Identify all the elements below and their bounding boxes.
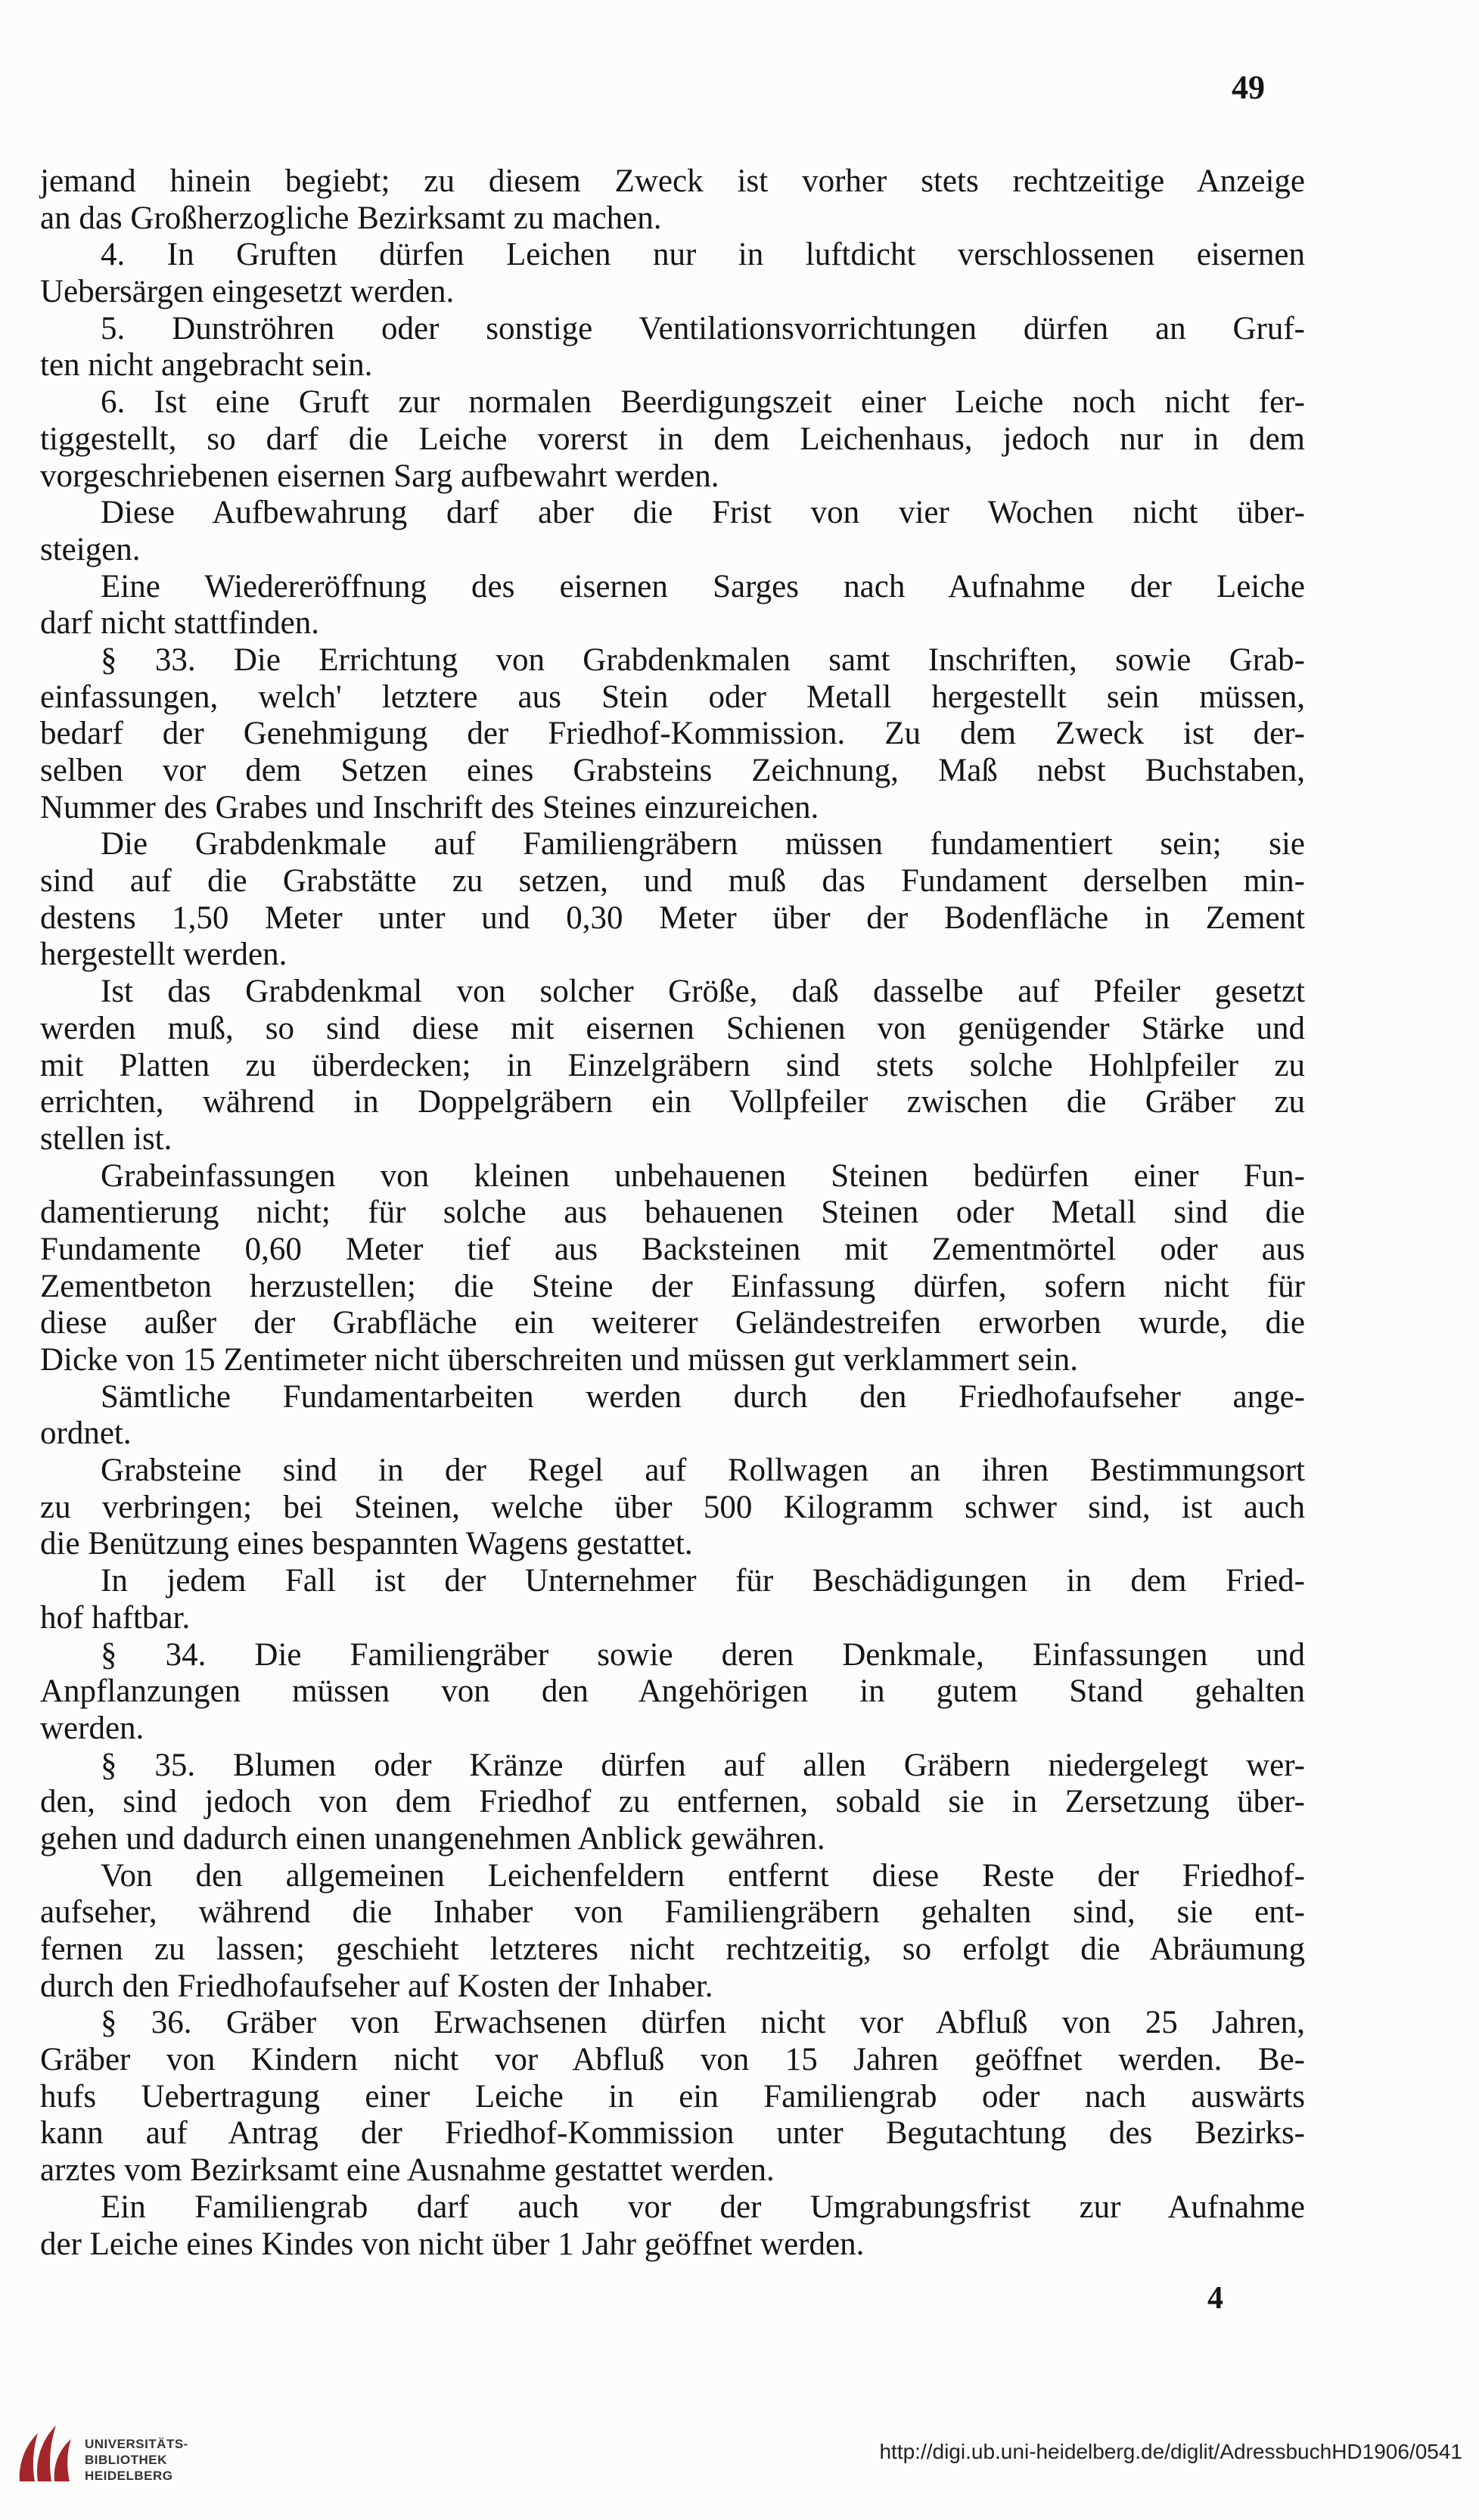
text-line: hof haftbar. [40,1599,191,1636]
text-line: In jedem Fall ist der Unternehmer für Beschädigungen in dem Fried- [101,1563,1305,1599]
text-line: arztes vom Bezirksamt eine Ausnahme gestattet werden. [40,2152,775,2189]
library-name-line: BIBLIOTHEK [85,2453,167,2467]
text-line: § 35. Blumen oder Kränze dürfen auf allen Gräbern niedergelegt wer- [101,1747,1305,1783]
paragraph [40,311,1305,384]
text-line: selben vor dem Setzen eines Grabsteins Zeichnung, Maß nebst Buchstaben, [40,753,1305,788]
paragraph [40,1748,1305,1858]
text-line: Nummer des Grabes und Inschrift des Steines einzureichen. [40,789,819,825]
source-url: http://digi.ub.uni-heidelberg.de/diglit/AdressbuchHD1906/0541 [879,2440,1462,2463]
text-line: Eine Wiedereröffnung des eisernen Sarges nach Aufnahme der Leiche [101,568,1305,604]
text-line: die Benützung eines bespannten Wagens gestattet. [40,1526,693,1562]
text-line: § 36. Gräber von Erwachsenen dürfen nicht vor Abfluß von 25 Jahren, [101,2005,1305,2041]
text-line: Von den allgemeinen Leichenfeldern entfernt diese Reste der Friedhof- [101,1857,1305,1894]
paragraph [40,2189,1305,2263]
paragraph [40,1379,1305,1453]
text-line: der Leiche eines Kindes von nicht über 1 Jahr geöffnet werden. [40,2226,865,2262]
text-line: stellen ist. [40,1120,172,1157]
paragraph [40,384,1305,495]
body-text [40,163,1305,2263]
paragraph [40,974,1305,1157]
text-line: gehen und dadurch einen unangenehmen Anblick gewähren. [40,1820,825,1857]
text-line: Grabeinfassungen von kleinen unbehauenen Steinen bedürfen einer Fun- [101,1157,1305,1194]
text-line: Anpflanzungen müssen von den Angehörigen in gutem Stand gehalten [40,1673,1305,1710]
text-line: § 33. Die Errichtung von Grabdenkmalen samt Inschriften, sowie Grab- [101,642,1305,678]
text-line: zu verbringen; bei Steinen, welche über 500 Kilogramm schwer sind, ist auch [40,1489,1305,1525]
text-line: Ein Familiengrab darf auch vor der Umgrabungsfrist zur Aufnahme [101,2189,1305,2225]
text-line: tiggestellt, so darf die Leiche vorerst in dem Leichenhaus, jedoch nur in dem [40,421,1305,457]
paragraph [40,826,1305,974]
paragraph [40,495,1305,568]
text-line: jemand hinein begiebt; zu diesem Zweck ist vorher stets rechtzeitige Anzeige [40,163,1305,199]
text-line: damentierung nicht; für solche aus behauenen Steinen oder Metall sind die [40,1195,1305,1231]
text-line: hergestellt werden. [40,937,287,973]
text-line: durch den Friedhofaufseher auf Kosten der Inhaber. [40,1968,713,2004]
text-line: errichten, während in Doppelgräbern ein Vollpfeiler zwischen die Gräber zu [40,1084,1305,1120]
text-line: Uebersärgen eingesetzt werden. [40,274,455,310]
signature-mark: 4 [1207,2281,1223,2316]
text-line: hufs Uebertragung einer Leiche in ein Familiengrab oder nach auswärts [40,2078,1305,2115]
text-line: sind auf die Grabstätte zu setzen, und muß das Fundament derselben min- [40,863,1305,900]
text-line: ordnet. [40,1415,132,1452]
paragraph [40,569,1305,642]
text-line: einfassungen, welch' letztere aus Stein oder Metall hergestellt sein müssen, [40,679,1305,715]
text-line: destens 1,50 Meter unter und 0,30 Meter über der Bodenfläche in Zement [40,900,1305,936]
text-line: werden muß, so sind diese mit eisernen Schienen von genügender Stärke und [40,1010,1305,1046]
text-line: steigen. [40,531,141,567]
text-line: Zementbeton herzustellen; die Steine der Einfassung dürfen, sofern nicht für [40,1268,1305,1304]
page-number: 49 [1232,69,1265,106]
text-line: diese außer der Grabfläche ein weiterer Geländestreifen erworben wurde, die [40,1305,1305,1341]
paragraph [40,1563,1305,1636]
logo-shape-left [20,2433,38,2481]
text-line: fernen zu lassen; geschieht letzteres nicht rechtzeitig, so erfolgt die Abräumung [40,1931,1305,1967]
text-line: § 34. Die Familiengräber sowie deren Denkmale, Einfassungen und [101,1636,1305,1673]
paragraph [40,2005,1305,2189]
logo-shape-middle [37,2425,56,2481]
text-line: mit Platten zu überdecken; in Einzelgräbern sind stets solche Hohlpfeiler zu [40,1047,1305,1083]
text-line: an das Großherzogliche Bezirksamt zu machen. [40,200,662,236]
library-name-line: UNIVERSITÄTS- [85,2437,188,2451]
paragraph [40,642,1305,826]
paragraph [40,1858,1305,2006]
paragraph [40,1637,1305,1748]
paragraph [40,237,1305,310]
text-line: 5. Dunströhren oder sonstige Ventilationsvorrichtungen dürfen an Gruf- [101,310,1305,346]
library-name [85,2436,188,2484]
text-line: den, sind jedoch von dem Friedhof zu entfernen, sobald sie in Zersetzung über- [40,1784,1305,1820]
text-line: Grabsteine sind in der Regel auf Rollwagen an ihren Bestimmungsort [101,1453,1305,1489]
text-line: Diese Aufbewahrung darf aber die Frist von vier Wochen nicht über- [101,495,1305,531]
logo-shape-right [54,2439,71,2481]
text-line: darf nicht stattfinden. [40,605,319,642]
paragraph [40,163,1305,237]
text-line: vorgeschriebenen eisernen Sarg aufbewahrt werden. [40,458,719,494]
text-line: Die Grabdenkmale auf Familiengräbern müssen fundamentiert sein; sie [101,826,1305,862]
library-name-line: HEIDELBERG [85,2469,173,2483]
text-line: Sämtliche Fundamentarbeiten werden durch den Friedhofaufseher ange- [101,1378,1305,1415]
paragraph [40,1158,1305,1379]
paragraph [40,1453,1305,1563]
text-line: kann auf Antrag der Friedhof-Kommission unter Begutachtung des Bezirks- [40,2115,1305,2152]
text-line: Dicke von 15 Zentimeter nicht überschreiten und müssen gut verklammert sein. [40,1342,1079,1378]
text-line: werden. [40,1710,144,1746]
text-line: 6. Ist eine Gruft zur normalen Beerdigungszeit einer Leiche noch nicht fer- [101,384,1305,421]
text-line: Fundamente 0,60 Meter tief aus Backsteinen mit Zementmörtel oder aus [40,1231,1305,1267]
text-line: bedarf der Genehmigung der Friedhof-Kommission. Zu dem Zweck ist der- [40,716,1305,752]
text-line: 4. In Gruften dürfen Leichen nur in luftdicht verschlossenen eisernen [101,237,1305,273]
text-line: Ist das Grabdenkmal von solcher Größe, daß dasselbe auf Pfeiler gesetzt [101,974,1305,1010]
text-line: ten nicht angebracht sein. [40,347,373,384]
ub-heidelberg-logo-icon [12,2418,79,2487]
text-line: aufseher, während die Inhaber von Familiengräbern gehalten sind, sie ent- [40,1894,1305,1931]
text-line: Gräber von Kindern nicht vor Abfluß von 15 Jahren geöffnet werden. Be- [40,2042,1305,2078]
